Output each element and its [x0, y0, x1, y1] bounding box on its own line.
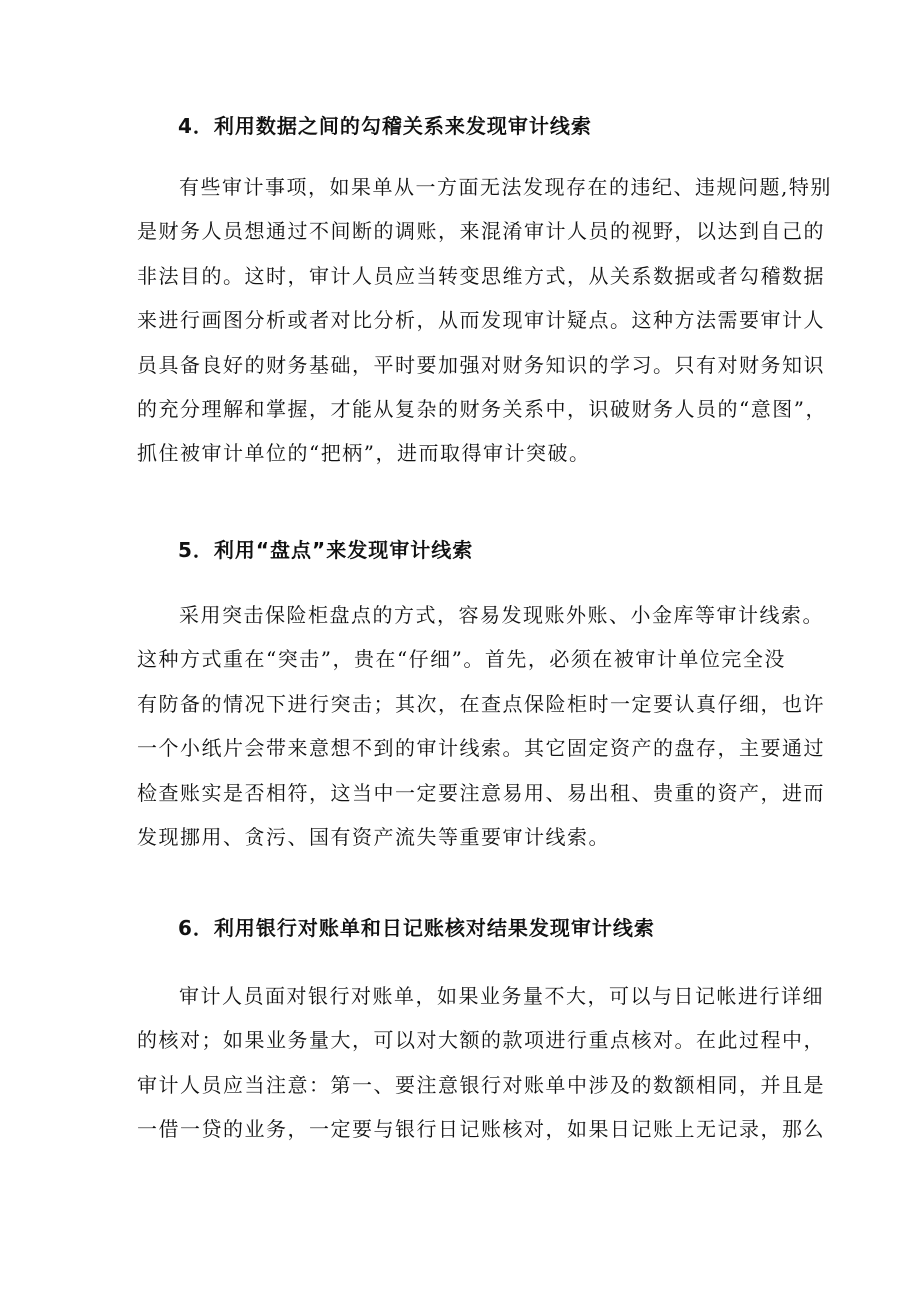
paragraph-line: 检查账实是否相符，这当中一定要注意易用、易出租、贵重的资产，进而 [137, 780, 825, 805]
paragraph-line: 这种方式重在“突击”，贵在“仔细”。首先，必须在被审计单位完全没 [137, 647, 786, 672]
paragraph-line: 员具备良好的财务基础，平时要加强对财务知识的学习。只有对财务知识 [137, 352, 825, 377]
section-4-heading: 4．利用数据之间的勾稽关系来发现审计线索 [178, 114, 592, 138]
paragraph-line: 一个小纸片会带来意想不到的审计线索。其它固定资产的盘存，主要通过 [137, 736, 825, 761]
section-5-heading: 5．利用“盘点”来发现审计线索 [178, 538, 474, 562]
section-6-paragraph [137, 974, 825, 1152]
paragraph-line: 有些审计事项，如果单从一方面无法发现存在的违纪、违规问题,特别 [179, 175, 832, 199]
section-6-heading: 6．利用银行对账单和日记账核对结果发现审计线索 [178, 916, 655, 940]
paragraph-line: 是财务人员想通过不间断的调账，来混淆审计人员的视野，以达到自己的 [137, 219, 825, 244]
paragraph-line: 一借一贷的业务，一定要与银行日记账核对，如果日记账上无记录，那么 [137, 1117, 825, 1142]
section-4-paragraph [137, 165, 832, 476]
section-5-paragraph [137, 593, 825, 859]
paragraph-line: 的充分理解和掌握，才能从复杂的财务关系中，识破财务人员的“意图”， [137, 396, 827, 421]
paragraph-line: 采用突击保险柜盘点的方式，容易发现账外账、小金库等审计线索。 [179, 603, 824, 627]
paragraph-line: 审计人员应当注意：第一、要注意银行对账单中涉及的数额相同，并且是 [137, 1072, 825, 1097]
paragraph-line: 有防备的情况下进行突击；其次，在查点保险柜时一定要认真仔细，也许 [137, 691, 825, 716]
paragraph-line: 来进行画图分析或者对比分析，从而发现审计疑点。这种方法需要审计人 [137, 308, 825, 333]
paragraph-line: 审计人员面对银行对账单，如果业务量不大，可以与日记帐进行详细 [179, 984, 824, 1008]
paragraph-line: 发现挪用、贪污、国有资产流失等重要审计线索。 [137, 824, 610, 849]
paragraph-line: 非法目的。这时，审计人员应当转变思维方式，从关系数据或者勾稽数据 [137, 263, 825, 288]
paragraph-line: 的核对；如果业务量大，可以对大额的款项进行重点核对。在此过程中， [137, 1028, 825, 1053]
paragraph-line: 抓住被审计单位的“把柄”，进而取得审计突破。 [137, 441, 591, 466]
